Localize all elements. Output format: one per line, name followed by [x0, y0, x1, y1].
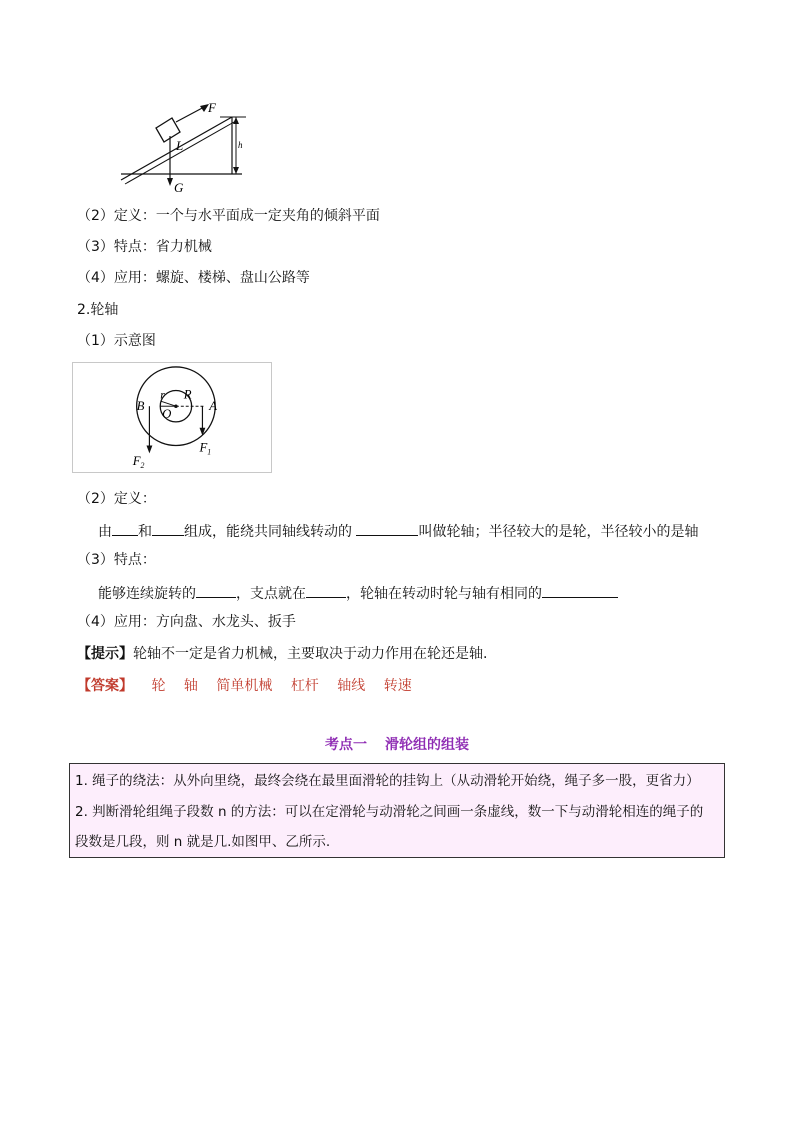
tip	[77, 644, 487, 664]
wheel-axle-heading: 2.轮轴	[77, 302, 119, 318]
feat-part-2: ，支点就在	[236, 586, 306, 602]
blank-axis[interactable]	[306, 581, 346, 598]
blank-lever[interactable]	[196, 581, 236, 598]
incline-definition: （2）定义：一个与水平面成一定夹角的倾斜平面	[77, 208, 380, 224]
wheel-axle-diagram-label: （1）示意图	[77, 333, 156, 349]
blank-simple-machine[interactable]	[356, 519, 418, 536]
inclined-plane-diagram	[116, 100, 266, 195]
label-h: h	[238, 140, 243, 150]
knowledge-box	[69, 763, 725, 858]
section-title-number: 考点一	[325, 737, 367, 753]
section-title	[0, 734, 794, 754]
wheel-axle-feature	[98, 581, 618, 604]
svg-text:F2	[132, 454, 145, 470]
wheel-axle-definition	[98, 519, 698, 542]
tip-label: 【提示】	[77, 646, 133, 662]
label-R: R	[183, 387, 192, 402]
wheel-axle-application: （4）应用：方向盘、水龙头、扳手	[77, 614, 296, 630]
answer-item: 轮	[151, 678, 166, 694]
answer-line	[77, 676, 412, 696]
def-part-4: 叫做轮轴；半径较大的是轮，半径较小的是轴	[418, 524, 699, 540]
incline-application: （4）应用：螺旋、楼梯、盘山公路等	[77, 270, 310, 286]
svg-text:F1	[198, 440, 211, 456]
label-F2-sub: 2	[140, 461, 145, 471]
label-F2: F	[132, 454, 141, 469]
box-line-2: 2. 判断滑轮组绳子段数 n 的方法：可以在定滑轮与动滑轮之间画一条虚线，数一下与动滑轮相连的绳子的	[75, 804, 704, 820]
tip-text: 轮轴不一定是省力机械，主要取决于动力作用在轮还是轴.	[133, 646, 488, 662]
wheel-axle-diagram	[72, 362, 272, 473]
wheel-axle-definition-label: （2）定义：	[77, 491, 156, 507]
def-part-2: 和	[138, 524, 152, 540]
blank-speed[interactable]	[542, 581, 618, 598]
label-F1: F	[199, 440, 208, 455]
blank-wheel[interactable]	[112, 519, 138, 536]
answer-item: 转速	[383, 678, 412, 694]
answer-label: 【答案】	[77, 678, 133, 694]
label-L: L	[176, 138, 184, 153]
label-A: A	[209, 399, 218, 414]
label-F1-sub: 1	[207, 447, 212, 457]
box-line-1: 1. 绳子的绕法：从外向里绕，最终会绕在最里面滑轮的挂钩上（从动滑轮开始绕，绳子多一股，更省力）	[75, 773, 700, 789]
blank-axle[interactable]	[152, 519, 184, 536]
feat-part-3: ，轮轴在转动时轮与轴有相同的	[346, 586, 542, 602]
label-r: r	[160, 388, 165, 402]
label-O: O	[162, 406, 172, 421]
label-F: F	[208, 100, 216, 115]
answer-item: 轴	[183, 678, 198, 694]
label-B: B	[136, 399, 145, 414]
section-title-text: 滑轮组的组装	[385, 737, 469, 753]
answer-item: 轴线	[337, 678, 366, 694]
feat-part-1: 能够连续旋转的	[98, 586, 196, 602]
incline-feature: （3）特点：省力机械	[77, 239, 212, 255]
answer-item: 简单机械	[216, 678, 273, 694]
answer-item: 杠杆	[290, 678, 319, 694]
def-part-3: 组成，能绕共同轴线转动的	[184, 524, 357, 540]
def-part-1: 由	[98, 524, 112, 540]
wheel-axle-feature-label: （3）特点：	[77, 552, 156, 568]
label-G: G	[174, 180, 184, 195]
box-line-3: 段数是几段，则 n 就是几.如图甲、乙所示.	[75, 834, 331, 850]
